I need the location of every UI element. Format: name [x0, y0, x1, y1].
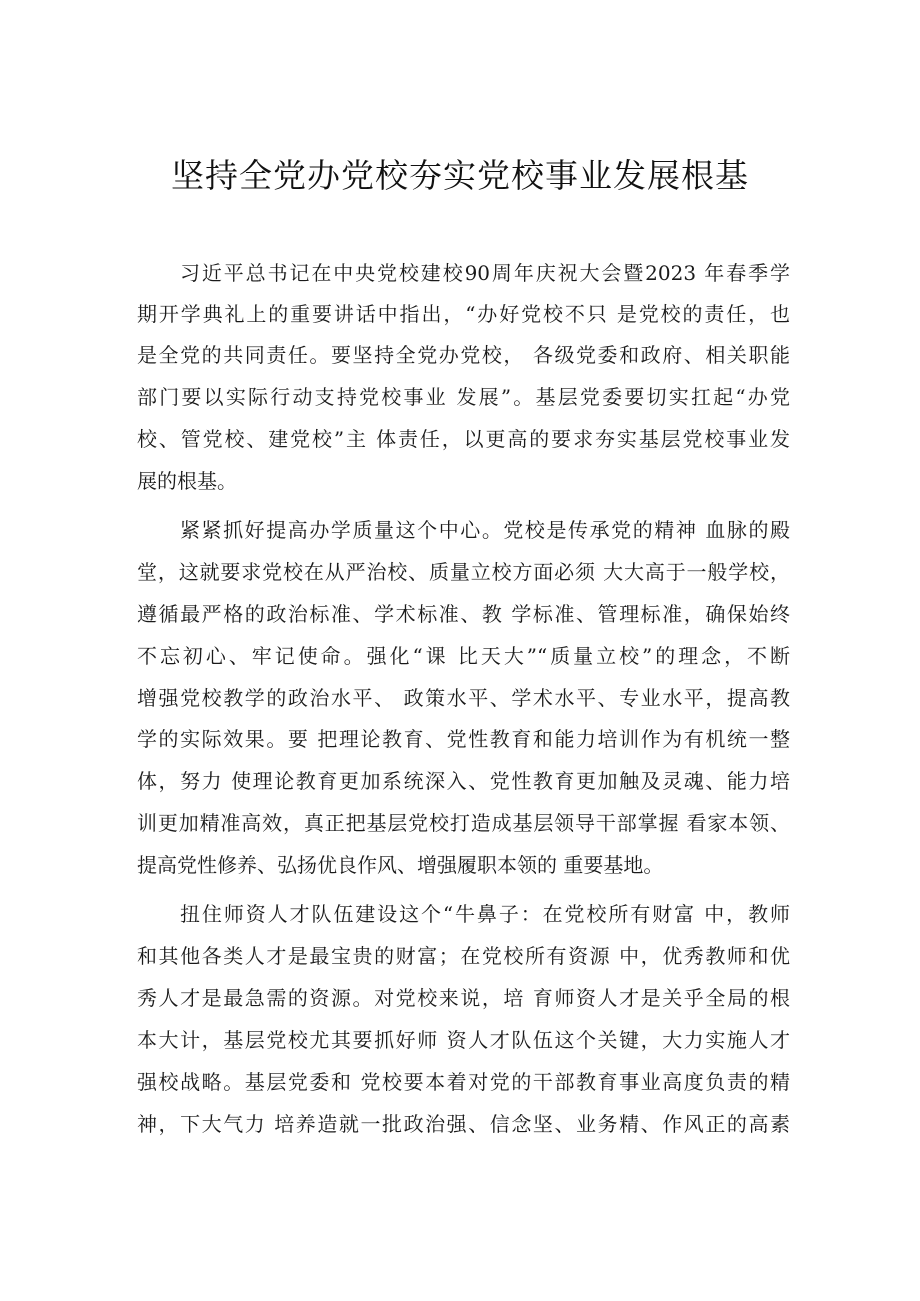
text-line: 增强党校教学的政治水平、 政策水平、学术水平、专业水平，提高教	[137, 686, 790, 710]
text-line: 紧紧抓好提高办学质量这个中心。党校是传承党的精神 血脉的殿	[180, 518, 790, 542]
text-line: 和其他各类人才是最宝贵的财富；在党校所有资源 中，优秀教师和优	[137, 944, 790, 968]
text-line: 神，下大气力 培养造就一批政治强、信念坚、业务精、作风正的高素	[137, 1112, 790, 1136]
text-line: 本大计，基层党校尤其要抓好师 资人才队伍这个关键，大力实施人才	[137, 1028, 790, 1052]
text-line: 期开学典礼上的重要讲话中指出，“办好党校不只 是党校的责任，也	[137, 302, 790, 326]
document-title: 坚持全党办党校夯实党校事业发展根基	[171, 156, 749, 195]
text-line: 堂，这就要求党校在从严治校、质量立校方面必须 大大高于一般学校，	[137, 560, 790, 584]
text-line: 学的实际效果。要 把理论教育、党性教育和能力培训作为有机统一整	[137, 727, 790, 751]
text-line: 秀人才是最急需的资源。对党校来说，培 育师资人才是关乎全局的根	[137, 986, 790, 1010]
text-line: 校、管党校、建党校”主 体责任，以更高的要求夯实基层党校事业发	[137, 427, 790, 451]
text-line: 不忘初心、牢记使命。强化“课 比天大”“质量立校”的理念，不断	[137, 644, 790, 668]
text-line: 强校战略。基层党委和 党校要本着对党的干部教育事业高度负责的精	[137, 1070, 790, 1094]
text-line: 提高党性修养、弘扬优良作风、增强履职本领的 重要基地。	[137, 853, 664, 877]
text-line: 扭住师资人才队伍建设这个“牛鼻子：在党校所有财富 中，教师	[180, 902, 790, 926]
text-line: 部门要以实际行动支持党校事业 发展”。基层党委要切实扛起“办党	[137, 385, 790, 409]
text-line: 习近平总书记在中央党校建校90周年庆祝大会暨2023 年春季学	[180, 261, 790, 285]
text-line: 遵循最严格的政治标准、学术标准、教 学标准、管理标准，确保始终	[137, 602, 790, 626]
text-line: 体，努力 使理论教育更加系统深入、党性教育更加触及灵魂、能力培	[137, 769, 790, 793]
text-line: 训更加精准高效，真正把基层党校打造成基层领导干部掌握 看家本领、	[137, 811, 790, 835]
text-line: 是全党的共同责任。要坚持全党办党校， 各级党委和政府、相关职能	[137, 343, 790, 367]
text-line: 展的根基。	[137, 469, 237, 493]
